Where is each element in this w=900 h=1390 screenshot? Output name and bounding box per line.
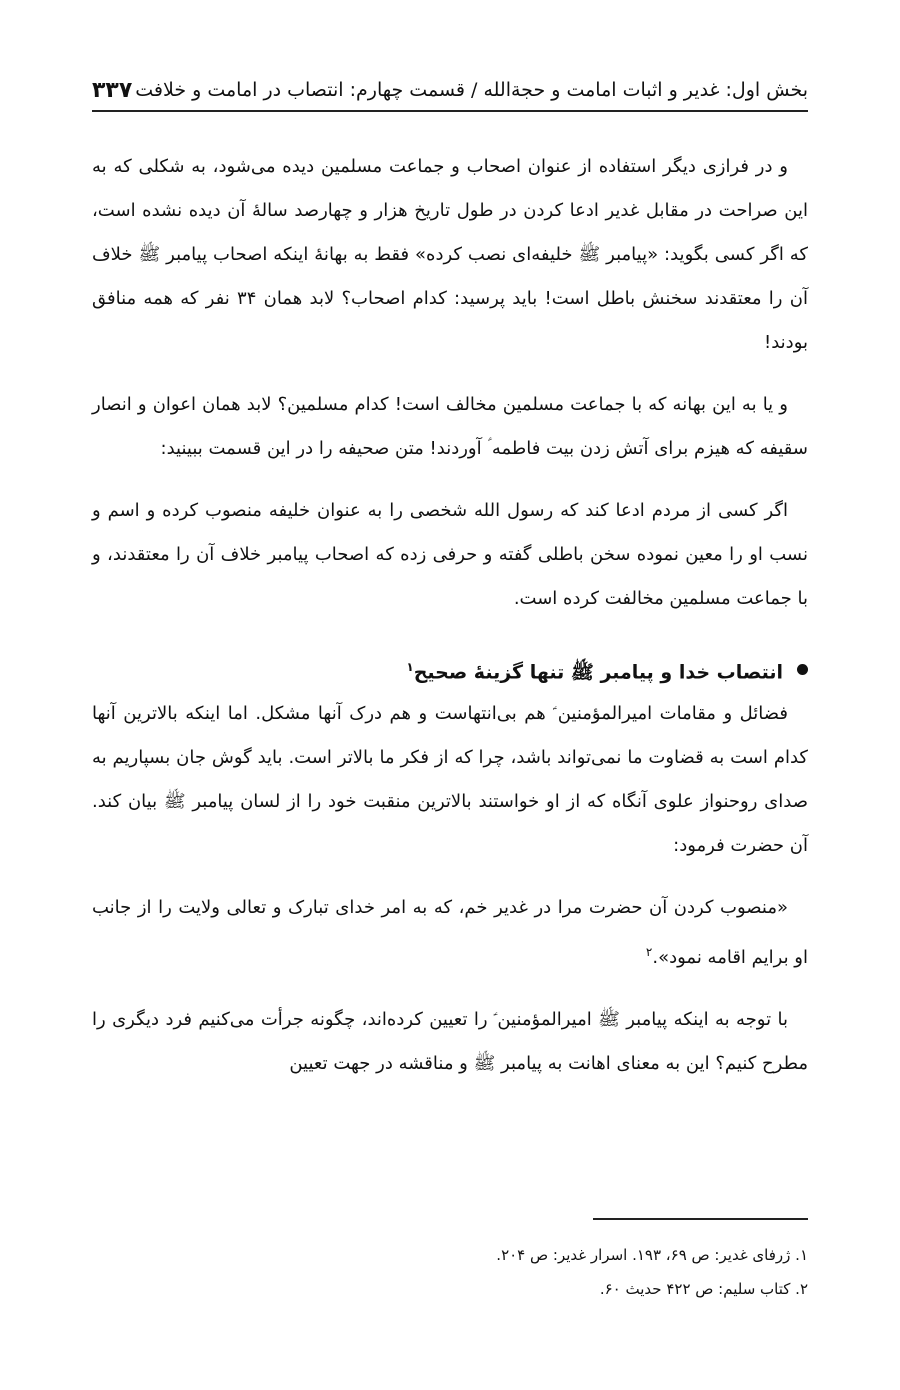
hadith-quote-text: «منصوب کردن آن حضرت مرا در غدیر خم، که به امر خدای تبارک و تعالی ولایت را از جانب او برایم اقامه نمود». <box>92 897 808 969</box>
footnote-2: ۲. کتاب سلیم: ص ۴۲۲ حدیث ۶۰. <box>599 1280 808 1298</box>
paragraph-1: و در فرازی دیگر استفاده از عنوان اصحاب و جماعت مسلمین دیده می‌شود، به شکلی که به این صراحت در مقابل غدیر ادعا کردن در طول تاریخ هزار و چهارصد سالهٔ آن دیده نشده است، که اگر کسی بگوید: «پیامبر ﷺ خلیفه‌ای نصب کرده» فقط به بهانهٔ اینکه اصحاب پیامبر ﷺ خلاف آن را معتقدند سخنش باطل است! باید پرسید: کدام اصحاب؟ لابد همان ۳۴ نفر که همه منافق بودند! <box>92 156 808 353</box>
bullet-icon <box>797 664 808 675</box>
section-heading-text: انتصاب خدا و پیامبر ﷺ تنها گزینهٔ صحیح <box>413 661 783 684</box>
section-heading <box>92 647 808 692</box>
footnote-ref-1: ۱ <box>406 660 414 674</box>
footnote-1: ۱. ژرفای غدیر: ص ۶۹، ۱۹۳. اسرار غدیر: ص ۲۰۴. <box>496 1246 808 1264</box>
paragraph-2: و یا به این بهانه که با جماعت مسلمین مخالف است! کدام مسلمین؟ لابد همان اعوان و انصار سقیفه که هیزم برای آتش زدن بیت فاطمه ؑ آوردند! متن صحیفه را در این قسمت ببینید: <box>92 394 808 459</box>
running-header <box>92 70 808 112</box>
footnote-ref-2: ۲ <box>645 945 653 960</box>
paragraph-6: با توجه به اینکه پیامبر ﷺ امیرالمؤمنین ؑ را تعیین کرده‌اند، چگونه جرأت می‌کنیم فرد دیگری را مطرح کنیم؟ این به معنای اهانت به پیامبر ﷺ و مناقشه در جهت تعیین <box>92 1009 808 1075</box>
paragraph-4: فضائل و مقامات امیرالمؤمنین ؑ هم بی‌انتهاست و هم درک آنها مشکل. اما اینکه بالاترین آنها کدام است به قضاوت ما نمی‌تواند باشد، چرا که از فکر ما بالاتر است. باید گوش جان بسپاریم به صدای روحنواز علوی آنگاه که از او خواستند بالاترین منقبت خود را از لسان پیامبر ﷺ بیان کند. آن حضرت فرمود: <box>92 703 808 857</box>
body-text <box>92 145 808 1104</box>
page-number: ۳۳۷ <box>92 77 133 103</box>
header-title: بخش اول: غدیر و اثبات امامت و حجةالله / قسمت چهارم: انتصاب در امامت و خلافت <box>135 79 808 101</box>
footnotes <box>92 1238 808 1306</box>
footnote-divider <box>593 1218 808 1220</box>
quoted-passage: اگر کسی از مردم ادعا کند که رسول الله شخصی را به عنوان خلیفه منصوب کرده و اسم و نسب او را معین نموده سخن باطلی گفته و حرفی زده که اصحاب پیامبر خلاف آن را معتقدند، و با جماعت مسلمین مخالفت کرده است. <box>92 500 808 609</box>
hadith-quote <box>92 886 808 980</box>
